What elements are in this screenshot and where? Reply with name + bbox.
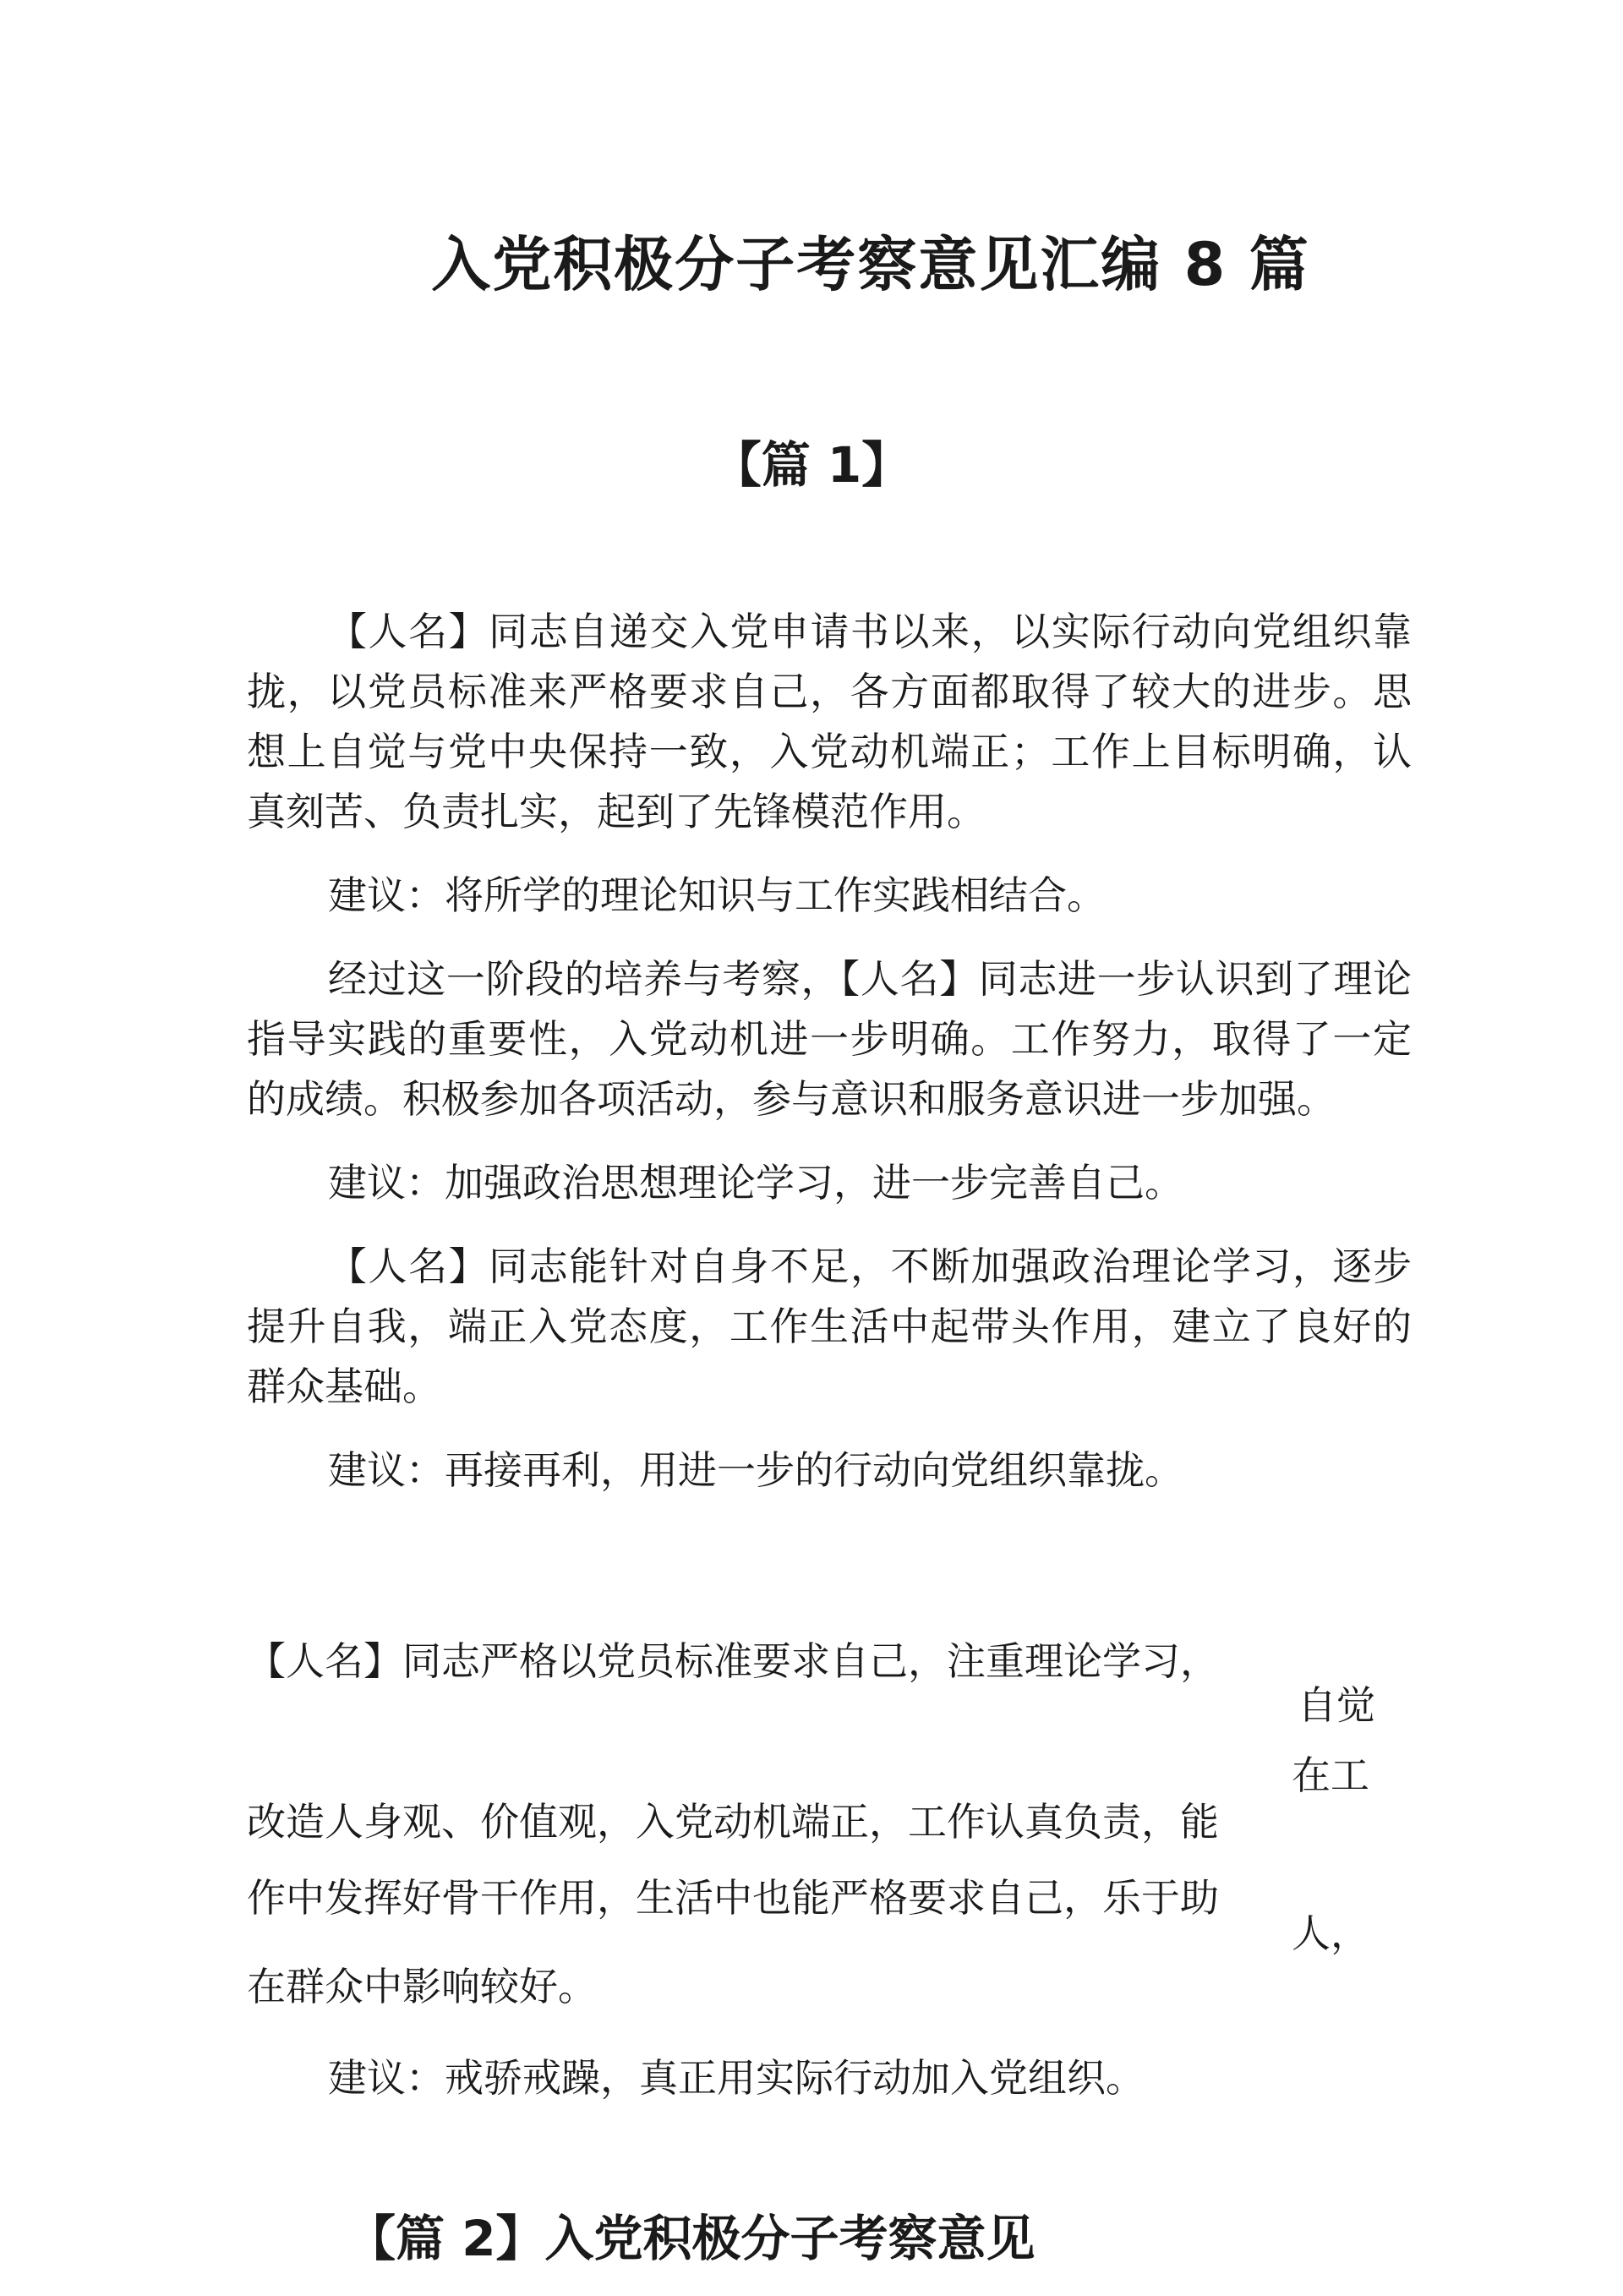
paragraph-4-fragment-3: 人， (1292, 1911, 1369, 1956)
paragraph-1: 【人名】同志自递交入党申请书以来，以实际行动向党组织靠拢，以党员标准来严格要求自己，各方面都取得了较大的进步。思想上自觉与党中央保持一致，入党动机端正；工作上目标明确，认真刻苦、负责扎实，起到了先锋模范作用。 (247, 609, 1412, 834)
paragraph-4-line-3: 作中发挥好骨干作用，生活中也能严格要求自己，乐于助 (247, 1875, 1219, 1921)
paragraph-3: 【人名】同志能针对自身不足，不断加强政治理论学习，逐步提升自我，端正入党态度，工作生活中起带头作用，建立了良好的群众基础。 (247, 1244, 1412, 1409)
suggestion-1: 建议：将所学的理论知识与工作实践相结合。 (328, 872, 1106, 918)
section-2-heading: 【篇 2】入党积极分子考察意见 (347, 2210, 1036, 2267)
paragraph-4-line-4: 在群众中影响较好。 (247, 1964, 597, 2009)
paragraph-4-line-1: 【人名】同志严格以党员标准要求自己，注重理论学习， (247, 1638, 1219, 1684)
paragraph-4-fragment-1: 自觉 (1298, 1682, 1375, 1728)
suggestion-2: 建议：加强政治思想理论学习，进一步完善自己。 (328, 1160, 1183, 1205)
section-1-body (247, 602, 1412, 1524)
paragraph-4-fragment-2: 在工 (1292, 1752, 1369, 1798)
paragraph-4-line-2: 改造人身观、价值观，入党动机端正，工作认真负责，能 (247, 1799, 1219, 1845)
document-title: 入党积极分子考察意见汇编 8 篇 (431, 230, 1310, 299)
suggestion-3: 建议：再接再利，用进一步的行动向党组织靠拢。 (328, 1447, 1183, 1493)
suggestion-4: 建议：戒骄戒躁，真正用实际行动加入党组织。 (328, 2055, 1145, 2101)
paragraph-2: 经过这一阶段的培养与考察，【人名】同志进一步认识到了理论指导实践的重要性，入党动机进一步明确。工作努力，取得了一定的成绩。积极参加各项活动，参与意识和服务意识进一步加强。 (247, 956, 1412, 1122)
section-1-heading: 【篇 1】 (712, 436, 911, 494)
